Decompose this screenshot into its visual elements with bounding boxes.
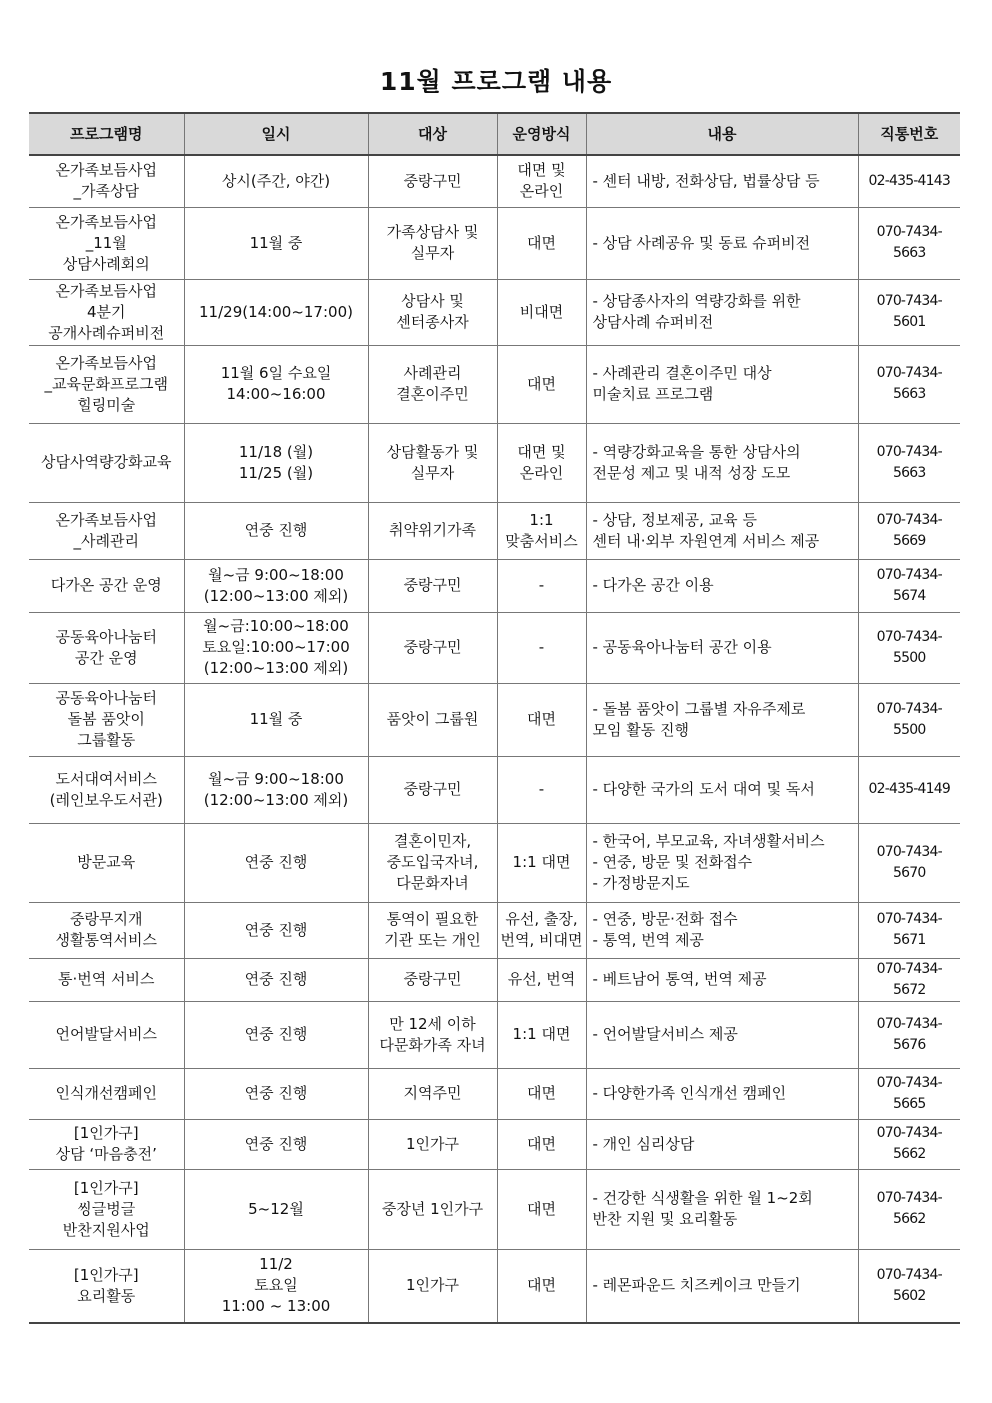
program-name-cell: [1인가구] 씽글벙글 반찬지원사업 <box>29 1169 184 1249</box>
program-name-cell: 통·번역 서비스 <box>29 958 184 1001</box>
target-cell: 품앗이 그룹원 <box>368 683 497 756</box>
target-cell: 중랑구민 <box>368 958 497 1001</box>
table-row <box>29 756 960 823</box>
content-cell: - 언어발달서비스 제공 <box>586 1001 858 1068</box>
target-cell: 가족상담사 및 실무자 <box>368 207 497 279</box>
target-cell: 1인가구 <box>368 1119 497 1169</box>
table-row <box>29 1068 960 1119</box>
table-row <box>29 1001 960 1068</box>
method-cell: 대면 <box>497 683 586 756</box>
table-header-row <box>29 113 960 155</box>
content-cell: - 개인 심리상담 <box>586 1119 858 1169</box>
phone-cell: 070-7434-5663 <box>858 207 960 279</box>
table-row <box>29 345 960 423</box>
target-cell: 취약위기가족 <box>368 502 497 559</box>
program-name-cell: 온가족보듬사업 _가족상담 <box>29 155 184 207</box>
content-cell: - 베트남어 통역, 번역 제공 <box>586 958 858 1001</box>
program-name-cell: 도서대여서비스 (레인보우도서관) <box>29 756 184 823</box>
content-cell: - 역량강화교육을 통한 상담사의 전문성 제고 및 내적 성장 도모 <box>586 423 858 502</box>
phone-cell: 070-7434-5672 <box>858 958 960 1001</box>
phone-cell: 070-7434-5669 <box>858 502 960 559</box>
table-row <box>29 279 960 345</box>
date-cell: 월~금 9:00~18:00 (12:00~13:00 제외) <box>184 756 368 823</box>
method-cell: - <box>497 559 586 612</box>
phone-cell: 070-7434-5665 <box>858 1068 960 1119</box>
target-cell: 상담활동가 및 실무자 <box>368 423 497 502</box>
target-cell: 중랑구민 <box>368 756 497 823</box>
phone-cell: 070-7434-5663 <box>858 345 960 423</box>
phone-cell: 070-7434-5663 <box>858 423 960 502</box>
program-name-cell: 중랑무지개 생활통역서비스 <box>29 902 184 958</box>
date-cell: 연중 진행 <box>184 1068 368 1119</box>
table-row <box>29 207 960 279</box>
date-cell: 5~12월 <box>184 1169 368 1249</box>
method-cell: 1:1 대면 <box>497 1001 586 1068</box>
method-cell: 대면 및 온라인 <box>497 155 586 207</box>
program-name-cell: 상담사역량강화교육 <box>29 423 184 502</box>
date-cell: 연중 진행 <box>184 1001 368 1068</box>
phone-cell: 070-7434-5602 <box>858 1249 960 1323</box>
date-cell: 월~금:10:00~18:00 토요일:10:00~17:00 (12:00~13:00 제외) <box>184 612 368 683</box>
phone-cell: 070-7434-5662 <box>858 1119 960 1169</box>
phone-cell: 02-435-4143 <box>858 155 960 207</box>
method-cell: 유선, 출장, 번역, 비대면 <box>497 902 586 958</box>
header-program-name: 프로그램명 <box>29 113 184 155</box>
phone-cell: 070-7434-5662 <box>858 1169 960 1249</box>
content-cell: - 상담, 정보제공, 교육 등 센터 내·외부 자원연계 서비스 제공 <box>586 502 858 559</box>
program-name-cell: [1인가구] 상담 ‘마음충전’ <box>29 1119 184 1169</box>
target-cell: 상담사 및 센터종사자 <box>368 279 497 345</box>
program-name-cell: [1인가구] 요리활동 <box>29 1249 184 1323</box>
date-cell: 월~금 9:00~18:00 (12:00~13:00 제외) <box>184 559 368 612</box>
table-row <box>29 423 960 502</box>
date-cell: 연중 진행 <box>184 1119 368 1169</box>
table-row <box>29 902 960 958</box>
content-cell: - 상담종사자의 역량강화를 위한 상담사례 슈퍼비전 <box>586 279 858 345</box>
date-cell: 11월 중 <box>184 207 368 279</box>
phone-cell: 070-7434-5500 <box>858 612 960 683</box>
program-name-cell: 인식개선캠페인 <box>29 1068 184 1119</box>
date-cell: 상시(주간, 야간) <box>184 155 368 207</box>
header-target: 대상 <box>368 113 497 155</box>
method-cell: 1:1 대면 <box>497 823 586 902</box>
date-cell: 11/18 (월) 11/25 (월) <box>184 423 368 502</box>
date-cell: 11월 중 <box>184 683 368 756</box>
date-cell: 11/29(14:00~17:00) <box>184 279 368 345</box>
program-name-cell: 온가족보듬사업 _교육문화프로그램 힐링미술 <box>29 345 184 423</box>
target-cell: 지역주민 <box>368 1068 497 1119</box>
table-row <box>29 1249 960 1323</box>
program-name-cell: 온가족보듬사업 _사례관리 <box>29 502 184 559</box>
method-cell: 대면 및 온라인 <box>497 423 586 502</box>
target-cell: 중랑구민 <box>368 559 497 612</box>
phone-cell: 070-7434-5676 <box>858 1001 960 1068</box>
content-cell: - 다양한가족 인식개선 캠페인 <box>586 1068 858 1119</box>
method-cell: 비대면 <box>497 279 586 345</box>
date-cell: 연중 진행 <box>184 823 368 902</box>
method-cell: 대면 <box>497 1249 586 1323</box>
method-cell: 대면 <box>497 1068 586 1119</box>
phone-cell: 070-7434-5674 <box>858 559 960 612</box>
date-cell: 연중 진행 <box>184 902 368 958</box>
target-cell: 사례관리 결혼이주민 <box>368 345 497 423</box>
program-name-cell: 공동육아나눔터 돌봄 품앗이 그룹활동 <box>29 683 184 756</box>
target-cell: 결혼이민자, 중도입국자녀, 다문화자녀 <box>368 823 497 902</box>
table-row <box>29 823 960 902</box>
table-row <box>29 683 960 756</box>
program-name-cell: 공동육아나눔터 공간 운영 <box>29 612 184 683</box>
phone-cell: 070-7434-5671 <box>858 902 960 958</box>
method-cell: 유선, 번역 <box>497 958 586 1001</box>
method-cell: 대면 <box>497 1169 586 1249</box>
program-name-cell: 언어발달서비스 <box>29 1001 184 1068</box>
program-table <box>29 112 960 1324</box>
table-row <box>29 502 960 559</box>
content-cell: - 사례관리 결혼이주민 대상 미술치료 프로그램 <box>586 345 858 423</box>
phone-cell: 02-435-4149 <box>858 756 960 823</box>
method-cell: 대면 <box>497 345 586 423</box>
method-cell: 대면 <box>497 207 586 279</box>
content-cell: - 돌봄 품앗이 그룹별 자유주제로 모임 활동 진행 <box>586 683 858 756</box>
content-cell: - 공동육아나눔터 공간 이용 <box>586 612 858 683</box>
table-row <box>29 612 960 683</box>
method-cell: - <box>497 756 586 823</box>
content-cell: - 상담 사례공유 및 동료 슈퍼비전 <box>586 207 858 279</box>
table-row <box>29 1169 960 1249</box>
content-cell: - 센터 내방, 전화상담, 법률상담 등 <box>586 155 858 207</box>
phone-cell: 070-7434-5670 <box>858 823 960 902</box>
header-method: 운영방식 <box>497 113 586 155</box>
table-row <box>29 155 960 207</box>
target-cell: 중랑구민 <box>368 155 497 207</box>
table-row <box>29 559 960 612</box>
program-name-cell: 온가족보듬사업 4분기 공개사례슈퍼비전 <box>29 279 184 345</box>
date-cell: 연중 진행 <box>184 958 368 1001</box>
target-cell: 1인가구 <box>368 1249 497 1323</box>
date-cell: 11/2 토요일 11:00 ~ 13:00 <box>184 1249 368 1323</box>
table-row <box>29 1119 960 1169</box>
date-cell: 연중 진행 <box>184 502 368 559</box>
phone-cell: 070-7434-5601 <box>858 279 960 345</box>
target-cell: 중장년 1인가구 <box>368 1169 497 1249</box>
content-cell: - 다가온 공간 이용 <box>586 559 858 612</box>
content-cell: - 건강한 식생활을 위한 월 1~2회 반찬 지원 및 요리활동 <box>586 1169 858 1249</box>
method-cell: 1:1 맞춤서비스 <box>497 502 586 559</box>
phone-cell: 070-7434-5500 <box>858 683 960 756</box>
target-cell: 통역이 필요한 기관 또는 개인 <box>368 902 497 958</box>
program-name-cell: 온가족보듬사업 _11월 상담사례회의 <box>29 207 184 279</box>
header-date: 일시 <box>184 113 368 155</box>
content-cell: - 연중, 방문·전화 접수 - 통역, 번역 제공 <box>586 902 858 958</box>
content-cell: - 다양한 국가의 도서 대여 및 독서 <box>586 756 858 823</box>
method-cell: 대면 <box>497 1119 586 1169</box>
page-title: 11월 프로그램 내용 <box>379 67 613 96</box>
target-cell: 만 12세 이하 다문화가족 자녀 <box>368 1001 497 1068</box>
header-content: 내용 <box>586 113 858 155</box>
content-cell: - 한국어, 부모교육, 자녀생활서비스 - 연중, 방문 및 전화접수 - 가정방문지도 <box>586 823 858 902</box>
header-phone: 직통번호 <box>858 113 960 155</box>
table-row <box>29 958 960 1001</box>
program-name-cell: 다가온 공간 운영 <box>29 559 184 612</box>
method-cell: - <box>497 612 586 683</box>
target-cell: 중랑구민 <box>368 612 497 683</box>
program-name-cell: 방문교육 <box>29 823 184 902</box>
content-cell: - 레몬파운드 치즈케이크 만들기 <box>586 1249 858 1323</box>
date-cell: 11월 6일 수요일 14:00~16:00 <box>184 345 368 423</box>
